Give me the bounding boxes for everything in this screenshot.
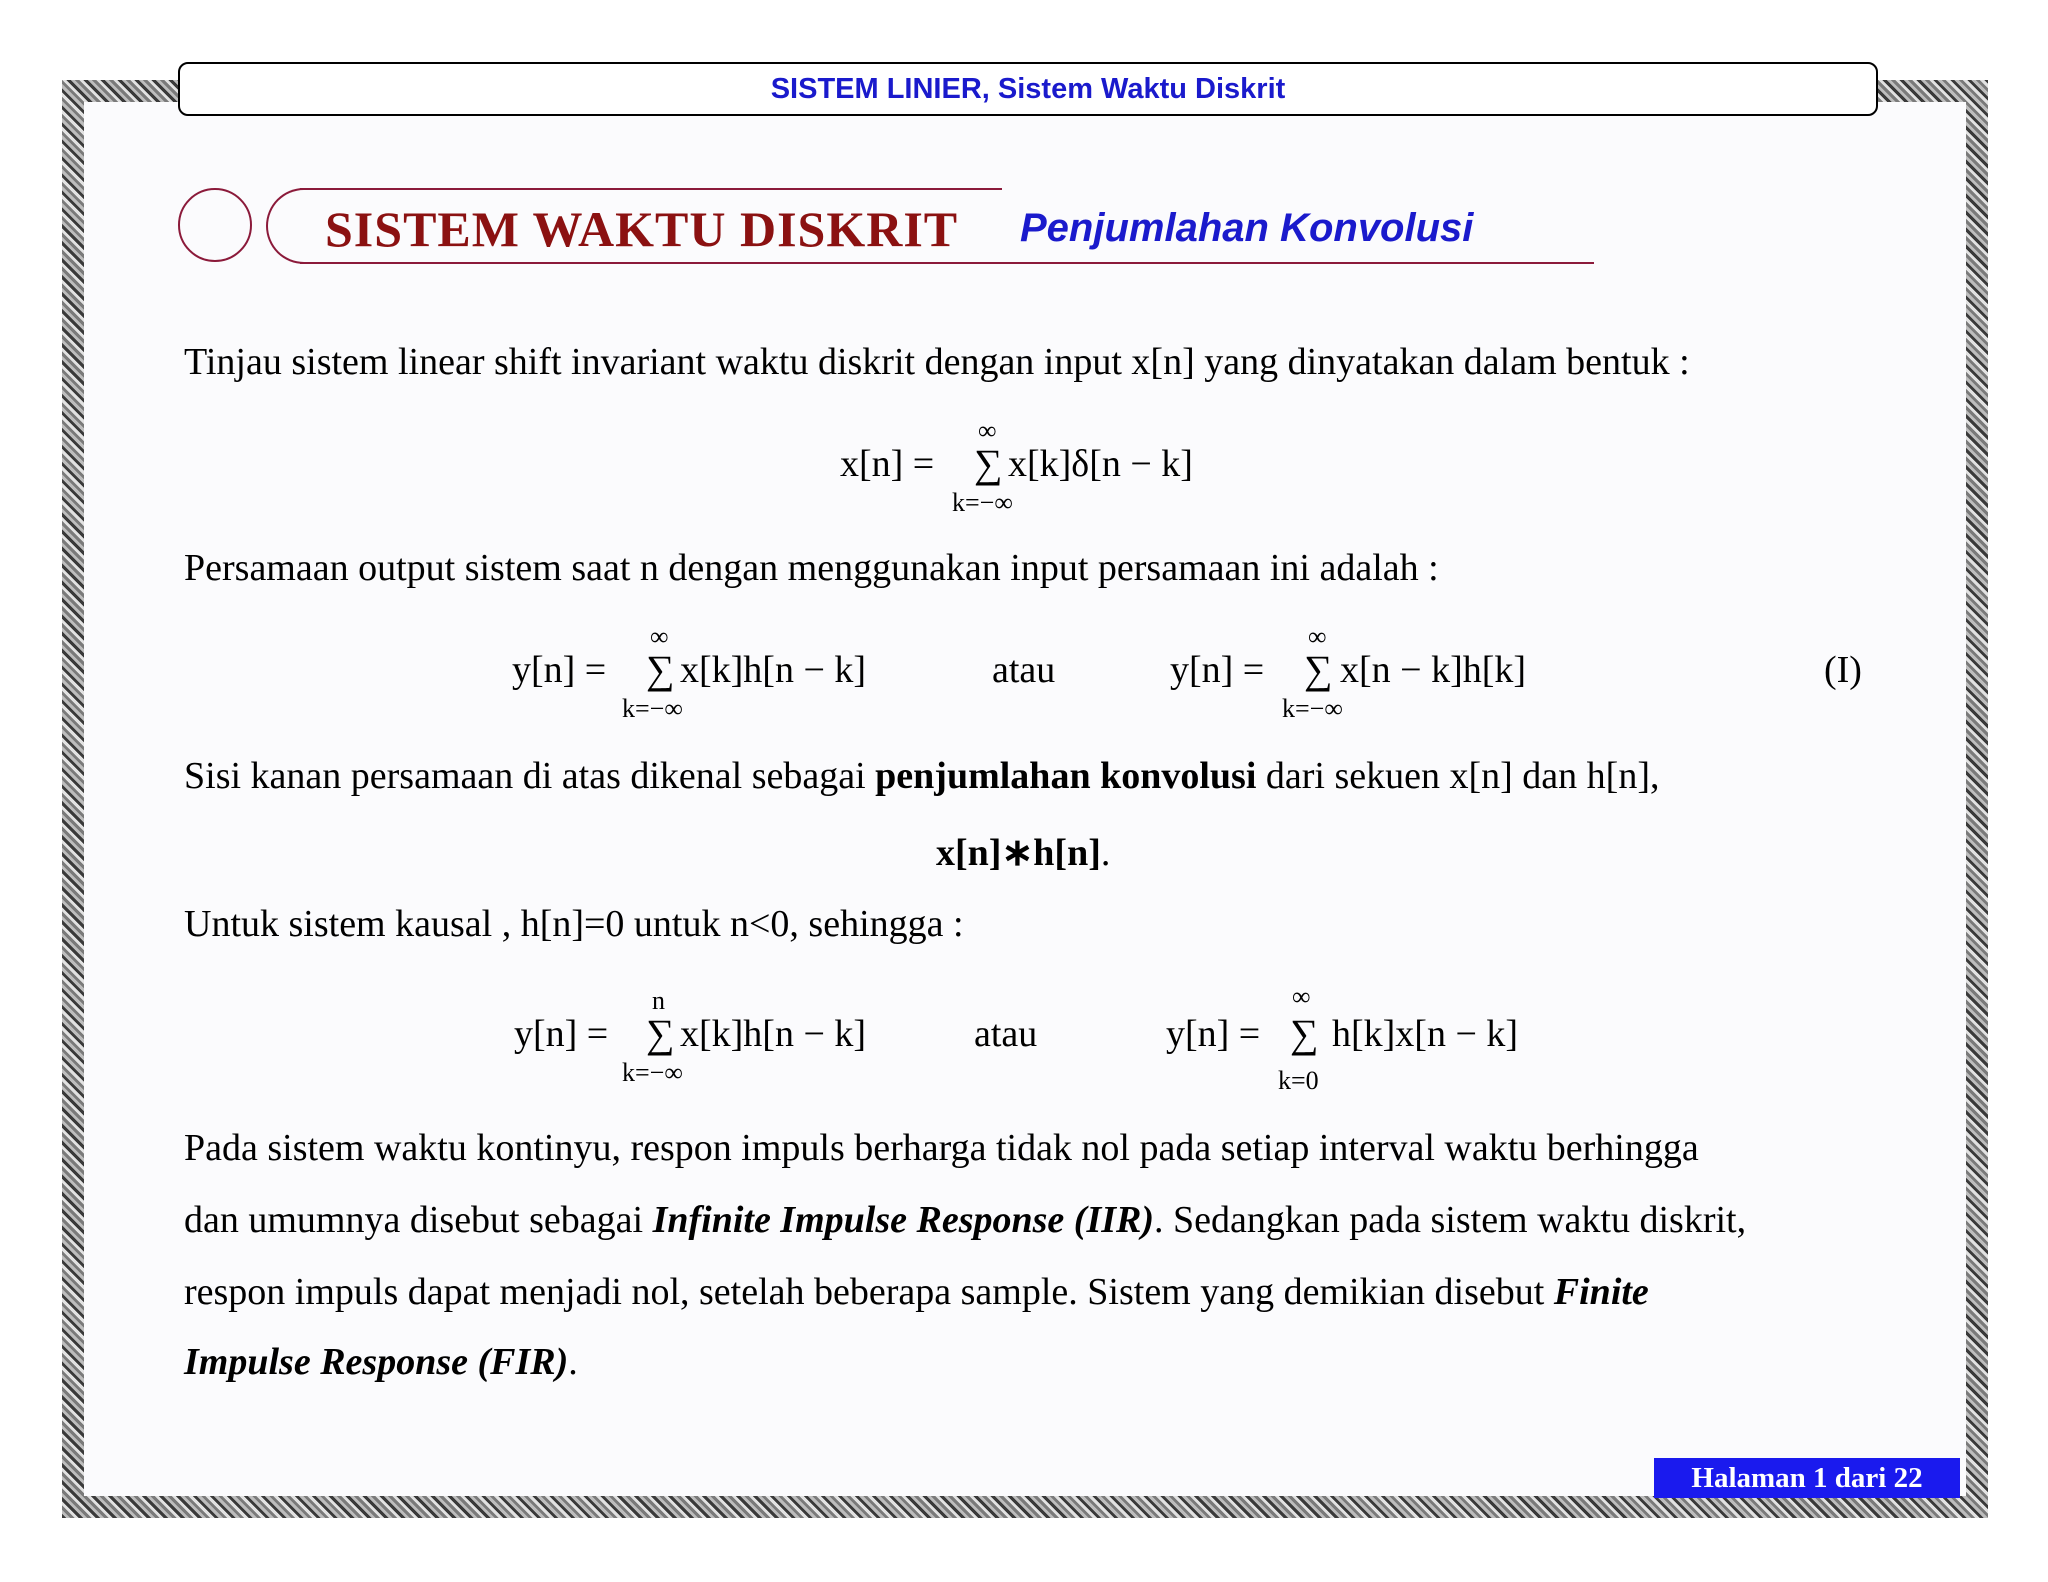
eq2-or: atau xyxy=(992,649,1056,691)
p5-line-1: Pada sistem waktu kontinyu, respon impuls berharga tidak nol pada setiap interval waktu berhingga xyxy=(184,1127,1699,1169)
eq2b-rhs: x[n − k]h[k] xyxy=(1340,649,1527,691)
p3-text-pre: Sisi kanan persamaan di atas dikenal sebagai xyxy=(184,755,876,797)
p5-fir-term-start: Finite xyxy=(1553,1271,1649,1313)
page-number-badge xyxy=(1654,1458,1960,1498)
eq3b-sigma: ∑ xyxy=(1290,1011,1319,1056)
eq2b-lhs: y[n] = xyxy=(1170,649,1265,691)
paragraph-intro: Tinjau sistem linear shift invariant waktu diskrit dengan input x[n] yang dinyatakan dalam bentuk : xyxy=(184,341,1690,383)
eq1-lower-limit: k=−∞ xyxy=(952,488,1013,517)
p5-l2-post: . Sedangkan pada sistem waktu diskrit, xyxy=(1154,1199,1747,1241)
eq2a-sigma: ∑ xyxy=(646,647,675,692)
eq3a-lhs: y[n] = xyxy=(514,1013,609,1055)
eq3-or: atau xyxy=(974,1013,1038,1055)
paragraph-output: Persamaan output sistem saat n dengan menggunakan input persamaan ini adalah : xyxy=(184,547,1439,589)
eq1-lhs: x[n] = xyxy=(840,443,935,485)
section-subtitle: Penjumlahan Konvolusi xyxy=(1020,206,1474,250)
eq2b-lower-limit: k=−∞ xyxy=(1282,694,1343,723)
eq3a-rhs: x[k]h[n − k] xyxy=(680,1013,867,1055)
eq2a-rhs: x[k]h[n − k] xyxy=(680,649,867,691)
eq3b-lhs: y[n] = xyxy=(1166,1013,1261,1055)
title-bottom-rule xyxy=(300,262,1594,264)
p3-text-post: dari sekuen x[n] dan h[n], xyxy=(1256,755,1660,797)
eq3a-upper-limit: n xyxy=(652,986,665,1015)
convolution-period: . xyxy=(1100,832,1111,874)
eq2b-upper-limit: ∞ xyxy=(1308,622,1327,651)
eq2-label: (I) xyxy=(1824,649,1862,691)
p5-iir-term: Infinite Impulse Response (IIR) xyxy=(652,1199,1155,1241)
page-header xyxy=(178,62,1878,116)
p5-line-3 xyxy=(184,1270,1649,1314)
eq1-rhs: x[k]δ[n − k] xyxy=(1008,443,1193,485)
eq2a-upper-limit: ∞ xyxy=(650,622,669,651)
eq2a-lower-limit: k=−∞ xyxy=(622,694,683,723)
eq1-sigma: ∑ xyxy=(974,441,1003,486)
eq3a-sigma: ∑ xyxy=(646,1011,675,1056)
convolution-symbol: x[n]∗h[n] xyxy=(936,832,1101,874)
p5-l3-pre: respon impuls dapat menjadi nol, setelah beberapa sample. Sistem yang demikian disebut xyxy=(184,1271,1554,1313)
p5-line-4 xyxy=(184,1340,578,1384)
eq3b-upper-limit: ∞ xyxy=(1292,982,1311,1011)
header-title: SISTEM LINIER, Sistem Waktu Diskrit xyxy=(770,72,1286,105)
title-top-rule xyxy=(300,188,1002,190)
page-number-text: Halaman 1 dari 22 xyxy=(1691,1461,1923,1494)
paragraph-causal: Untuk sistem kausal , h[n]=0 untuk n<0, sehingga : xyxy=(184,903,964,945)
section-title: SISTEM WAKTU DISKRIT xyxy=(325,201,959,257)
eq3b-rhs: h[k]x[n − k] xyxy=(1332,1013,1519,1055)
eq2a-lhs: y[n] = xyxy=(512,649,607,691)
p5-l4-post: . xyxy=(568,1341,578,1383)
p3-bold-term: penjumlahan konvolusi xyxy=(875,755,1257,797)
eq3b-lower-limit: k=0 xyxy=(1278,1066,1319,1095)
title-circle-ornament xyxy=(178,188,252,262)
p5-l2-pre: dan umumnya disebut sebagai xyxy=(184,1199,653,1241)
eq2b-sigma: ∑ xyxy=(1304,647,1333,692)
p5-line-2 xyxy=(184,1198,1746,1242)
eq3a-lower-limit: k=−∞ xyxy=(622,1058,683,1087)
convolution-notation xyxy=(936,830,1110,875)
p5-fir-term-end: Impulse Response (FIR) xyxy=(184,1341,569,1383)
paragraph-convolution xyxy=(184,754,1659,798)
eq1-upper-limit: ∞ xyxy=(978,416,997,445)
